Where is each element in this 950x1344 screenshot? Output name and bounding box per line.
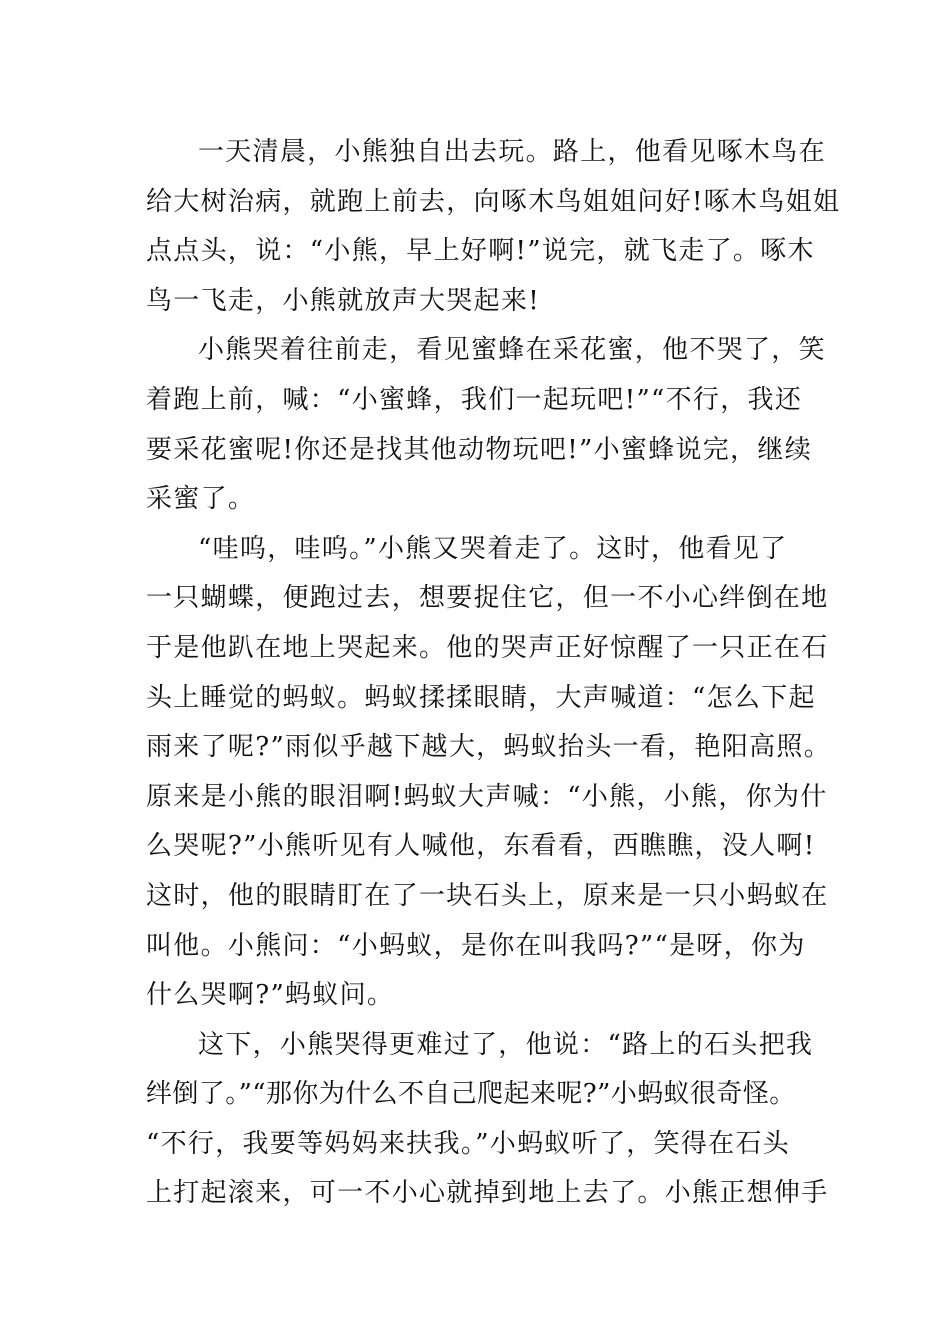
text-line: 一天清晨，小熊独自出去玩。路上，他看见啄木鸟在 (198, 137, 826, 167)
text-line: 鸟一飞走，小熊就放声大哭起来! (146, 285, 540, 316)
text-line: 着跑上前，喊：“小蜜蜂，我们一起玩吧!”“不行，我还 (146, 384, 803, 415)
text-line: 什么哭啊?”蚂蚁问。 (146, 980, 395, 1011)
text-line: 雨来了呢?”雨似乎越下越大，蚂蚁抬头一看，艳阳高照。 (146, 732, 832, 763)
text-line: “不行，我要等妈妈来扶我。”小蚂蚁听了，笑得在石头 (146, 1128, 791, 1159)
text-line: 头上睡觉的蚂蚁。蚂蚁揉揉眼睛，大声喊道：“怎么下起 (146, 682, 816, 713)
story-text (146, 128, 841, 1219)
text-line: 点点头，说：“小熊，早上好啊!”说完，就飞走了。啄木 (146, 236, 815, 267)
text-line: 给大树治病，就跑上前去，向啄木鸟姐姐问好!啄木鸟姐姐 (146, 186, 841, 217)
text-line: 小熊哭着往前走，看见蜜蜂在采花蜜，他不哭了，笑 (198, 335, 826, 366)
text-line: 采蜜了。 (146, 484, 256, 515)
text-line: 一只蝴蝶，便跑过去，想要捉住它，但一不小心绊倒在地 (146, 583, 829, 614)
text-line: 于是他趴在地上哭起来。他的哭声正好惊醒了一只正在石 (146, 632, 829, 663)
text-line: 这下，小熊哭得更难过了，他说：“路上的石头把我 (198, 1029, 814, 1060)
text-line: 叫他。小熊问：“小蚂蚁，是你在叫我吗?”“是呀，你为 (146, 930, 806, 961)
text-line: “哇呜，哇呜。”小熊又哭着走了。这时，他看见了 (198, 533, 788, 564)
text-line: 原来是小熊的眼泪啊!蚂蚁大声喊：“小熊，小熊，你为什 (146, 781, 828, 812)
text-line: 么哭呢?”小熊听见有人喊他，东看看，西瞧瞧，没人啊! (146, 831, 816, 862)
text-line: 要采花蜜呢!你还是找其他动物玩吧!”小蜜蜂说完，继续 (146, 434, 812, 465)
text-line: 绊倒了。”“那你为什么不自己爬起来呢?”小蚂蚁很奇怪。 (146, 1079, 796, 1110)
text-line: 这时，他的眼睛盯在了一块石头上，原来是一只小蚂蚁在 (146, 880, 829, 911)
text-line: 上打起滚来，可一不小心就掉到地上去了。小熊正想伸手 (146, 1178, 829, 1209)
